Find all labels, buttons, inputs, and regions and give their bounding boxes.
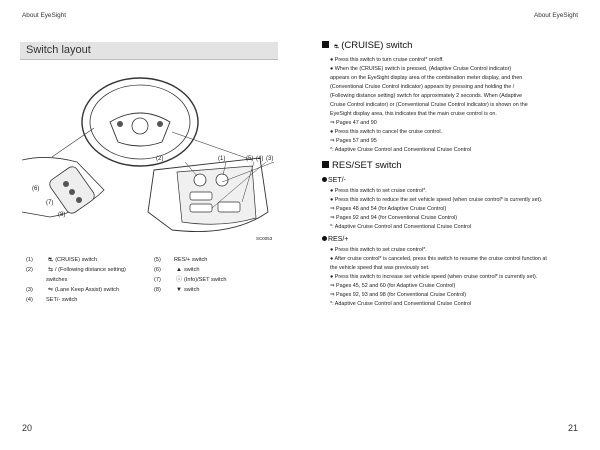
cruise-icon: ⛐ [334, 44, 340, 50]
legend-item-1: (1) ⛐ (CRUISE) switch [26, 256, 97, 266]
cruise-heading: ⛐ (CRUISE) switch [322, 40, 412, 51]
steering-wheel-inner-rim [90, 85, 190, 159]
legend-item-8: (8) ▼ switch [154, 286, 200, 296]
square-bullet-icon [322, 161, 329, 168]
page-header-left: About EyeSight [22, 12, 67, 19]
set-subheading: SET/- [322, 177, 346, 184]
down-switch [76, 197, 82, 203]
resset-heading: RES/SET switch [322, 160, 402, 171]
res-switch [190, 192, 212, 200]
lane-keep-switch [216, 174, 228, 186]
callout-7: (7) [46, 200, 54, 206]
callout-5: (5) [246, 156, 254, 162]
page-header-right: About EyeSight [533, 12, 578, 19]
steering-wheel-illustration [22, 62, 278, 247]
legend-item-2: (2) ⇆ / (Following distance setting) [26, 266, 126, 276]
section-title: Switch layout [26, 44, 91, 56]
zoom-line-right [172, 132, 252, 160]
figure-code: SC0053 [256, 236, 273, 241]
distance-icon: ⇆ [48, 267, 54, 273]
section-title-bar [20, 42, 278, 60]
legend-item-2-cont: switches [46, 277, 68, 283]
steering-wheel-logo [132, 118, 148, 134]
lane-keep-icon: ⇋ [48, 287, 54, 293]
callout-2: (2) [156, 156, 164, 162]
page-number-right: 21 [567, 423, 578, 433]
distance-switch [218, 202, 240, 212]
steering-wheel-rim [82, 78, 198, 166]
cruise-switch [194, 174, 206, 186]
callout-3: (3) [266, 156, 274, 162]
info-icon: ⓘ [176, 277, 183, 283]
res-subheading: RES/+ [322, 236, 348, 243]
circle-bullet-icon [322, 177, 327, 182]
left-spoke-button [117, 121, 123, 127]
legend-item-6: (6) ▲ switch [154, 266, 200, 276]
callout-8: (8) [58, 212, 66, 218]
steering-wheel-svg [22, 62, 278, 247]
triangle-up-icon: ▲ [176, 267, 182, 273]
up-switch [63, 181, 69, 187]
callout-6: (6) [32, 186, 40, 192]
legend-item-5: (5) RES/+ switch [154, 257, 208, 263]
cruise-icon: ⛐ [48, 257, 54, 263]
set-switch [190, 204, 212, 212]
square-bullet-icon [322, 41, 329, 48]
circle-bullet-icon [322, 236, 327, 241]
legend-item-4: (4) SET/- switch [26, 297, 78, 303]
info-set-switch [69, 189, 75, 195]
callout-1: (1) [218, 156, 226, 162]
legend-item-3: (3) ⇋ (Lane Keep Assist) switch [26, 286, 119, 296]
page-number-left: 20 [22, 423, 33, 433]
callout-4: (4) [256, 156, 264, 162]
legend-item-7: (7) ⓘ (Info)/SET switch [154, 276, 227, 286]
triangle-down-icon: ▼ [176, 287, 182, 293]
right-spoke-button [157, 121, 163, 127]
